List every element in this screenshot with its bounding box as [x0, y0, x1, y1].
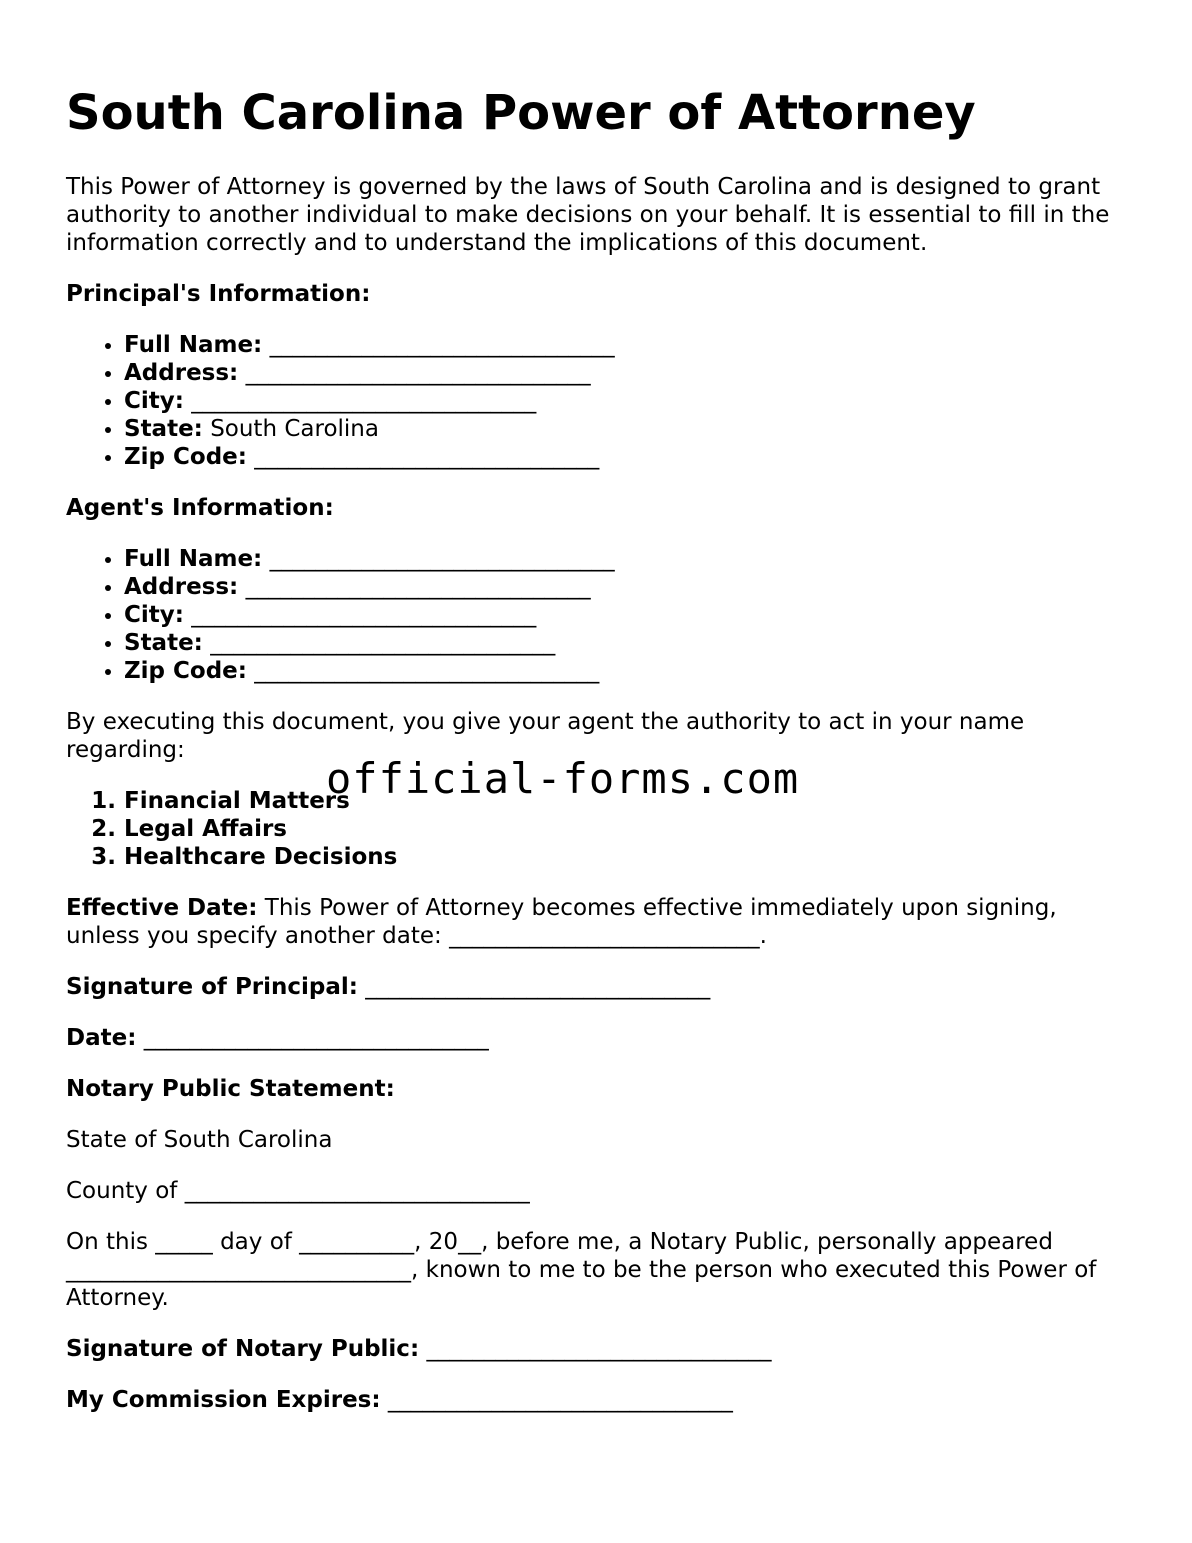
notary-state-line: State of South Carolina [66, 1127, 333, 1153]
commission-expires-label: My Commission Expires: [66, 1387, 381, 1413]
date-field[interactable]: ______________________________ [143, 1025, 489, 1051]
notary-signature-line[interactable] [66, 1335, 1126, 1363]
document [66, 0, 1126, 1414]
field-label: State: [124, 416, 203, 442]
agent-city-field[interactable]: ______________________________ [191, 602, 537, 628]
commission-expires-field[interactable]: ______________________________ [387, 1387, 733, 1413]
effective-date-paragraph[interactable] [66, 894, 1126, 950]
principal-address-field[interactable]: ______________________________ [245, 360, 591, 386]
agent-address[interactable] [124, 573, 1126, 601]
principal-state [124, 415, 1126, 443]
field-label: Zip Code: [124, 444, 247, 470]
principal-info-list [66, 331, 1126, 471]
date-label: Date: [66, 1025, 137, 1051]
page-title: South Carolina Power of Attorney [66, 85, 976, 141]
intro-paragraph: This Power of Attorney is governed by the laws of South Carolina and is designed to grant authority to another individual to make decisions on your behalf. It is essential to fill in the information correctly and to understand the implications of this document. [66, 174, 1110, 256]
principal-signature-line[interactable] [66, 973, 1126, 1001]
field-label: Full Name: [124, 546, 263, 572]
agent-info-list [66, 545, 1126, 685]
agent-state[interactable] [124, 629, 1126, 657]
principal-heading: Principal's Information: [66, 281, 371, 307]
field-label: Address: [124, 574, 239, 600]
watermark: official-forms.com [326, 754, 800, 803]
effective-date-label: Effective Date: [66, 895, 258, 921]
field-label: State: [124, 630, 203, 656]
agent-city[interactable] [124, 601, 1126, 629]
authority-item-healthcare: 3. Healthcare Decisions [124, 843, 1126, 871]
field-label: Address: [124, 360, 239, 386]
principal-city[interactable] [124, 387, 1126, 415]
principal-signature-label: Signature of Principal: [66, 974, 358, 1000]
agent-heading: Agent's Information: [66, 495, 334, 521]
date-line[interactable] [66, 1024, 1126, 1052]
principal-city-field[interactable]: ______________________________ [191, 388, 537, 414]
agent-address-field[interactable]: ______________________________ [245, 574, 591, 600]
notary-signature-field[interactable]: ______________________________ [426, 1336, 772, 1362]
authority-item-financial: 1. Financial Matters [124, 787, 1126, 815]
agent-zip[interactable] [124, 657, 1126, 685]
principal-address[interactable] [124, 359, 1126, 387]
field-label: Zip Code: [124, 658, 247, 684]
effective-date-text[interactable]: This Power of Attorney becomes effective immediately upon signing, unless you specify another date: ___________________________. [66, 895, 1057, 949]
principal-full-name-field[interactable]: ______________________________ [269, 332, 615, 358]
commission-expires-line[interactable] [66, 1386, 1126, 1414]
agent-full-name[interactable] [124, 545, 1126, 573]
authority-item-legal: 2. Legal Affairs [124, 815, 1126, 843]
agent-full-name-field[interactable]: ______________________________ [269, 546, 615, 572]
principal-state-value: South Carolina [210, 416, 379, 442]
agent-state-field[interactable]: ______________________________ [210, 630, 556, 656]
principal-full-name[interactable] [124, 331, 1126, 359]
principal-zip-field[interactable]: ______________________________ [254, 444, 600, 470]
field-label: City: [124, 602, 184, 628]
agent-zip-field[interactable]: ______________________________ [254, 658, 600, 684]
notary-statement[interactable]: On this _____ day of __________, 20__, before me, a Notary Public, personally appeared ______________________________, known to me to be the person who executed this Power of Attorney. [66, 1229, 1097, 1311]
field-label: Full Name: [124, 332, 263, 358]
field-label: City: [124, 388, 184, 414]
notary-heading: Notary Public Statement: [66, 1076, 395, 1102]
notary-county-line[interactable]: County of ______________________________ [66, 1178, 530, 1204]
authority-paragraph: By executing this document, you give your agent the authority to act in your name regarding: [66, 709, 1025, 763]
principal-zip[interactable] [124, 443, 1126, 471]
notary-signature-label: Signature of Notary Public: [66, 1336, 420, 1362]
principal-signature-field[interactable]: ______________________________ [365, 974, 711, 1000]
